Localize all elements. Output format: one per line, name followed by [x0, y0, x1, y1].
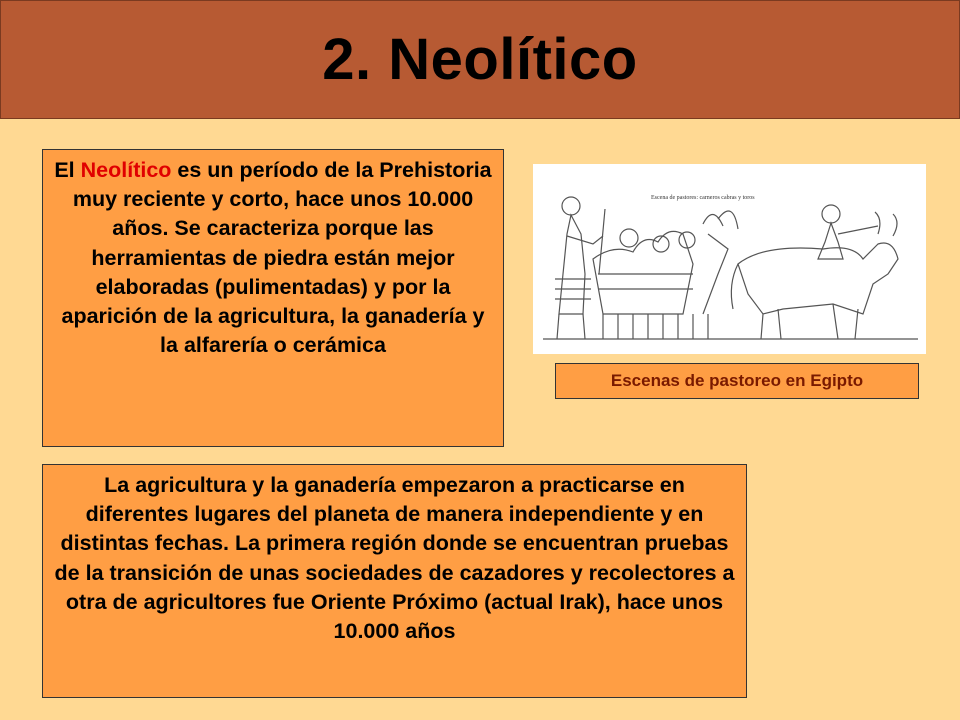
slide-title: 2. Neolítico [322, 27, 638, 92]
intro-text-start: El [54, 158, 81, 182]
egypt-herding-illustration [533, 164, 926, 354]
scene-inscription: Escena de pastores: carneros cabras y toros [651, 195, 755, 201]
title-bar [0, 0, 960, 119]
herding-scene-drawing [533, 164, 926, 354]
intro-text-rest: es un período de la Prehistoria muy reciente y corto, hace unos 10.000 años. Se caracteriza porque las herramientas de piedra están mejor elaboradas (pulimentadas) y por la aparición de la agricultura, la ganadería y la alfarería o cerámica [61, 158, 492, 358]
image-caption: Escenas de pastoreo en Egipto [555, 363, 919, 399]
agriculture-text: La agricultura y la ganadería empezaron a practicarse en diferentes lugares del planeta de manera independiente y en distintas fechas. La primera región donde se encuentran pruebas de la transición de unas sociedades de cazadores y recolectores a otra de agricultores fue Oriente Próximo (actual Irak), hace unos 10.000 años [54, 473, 735, 644]
intro-text-box [42, 149, 504, 447]
neolithic-highlight: Neolítico [80, 158, 172, 182]
agriculture-text-box [42, 464, 747, 698]
